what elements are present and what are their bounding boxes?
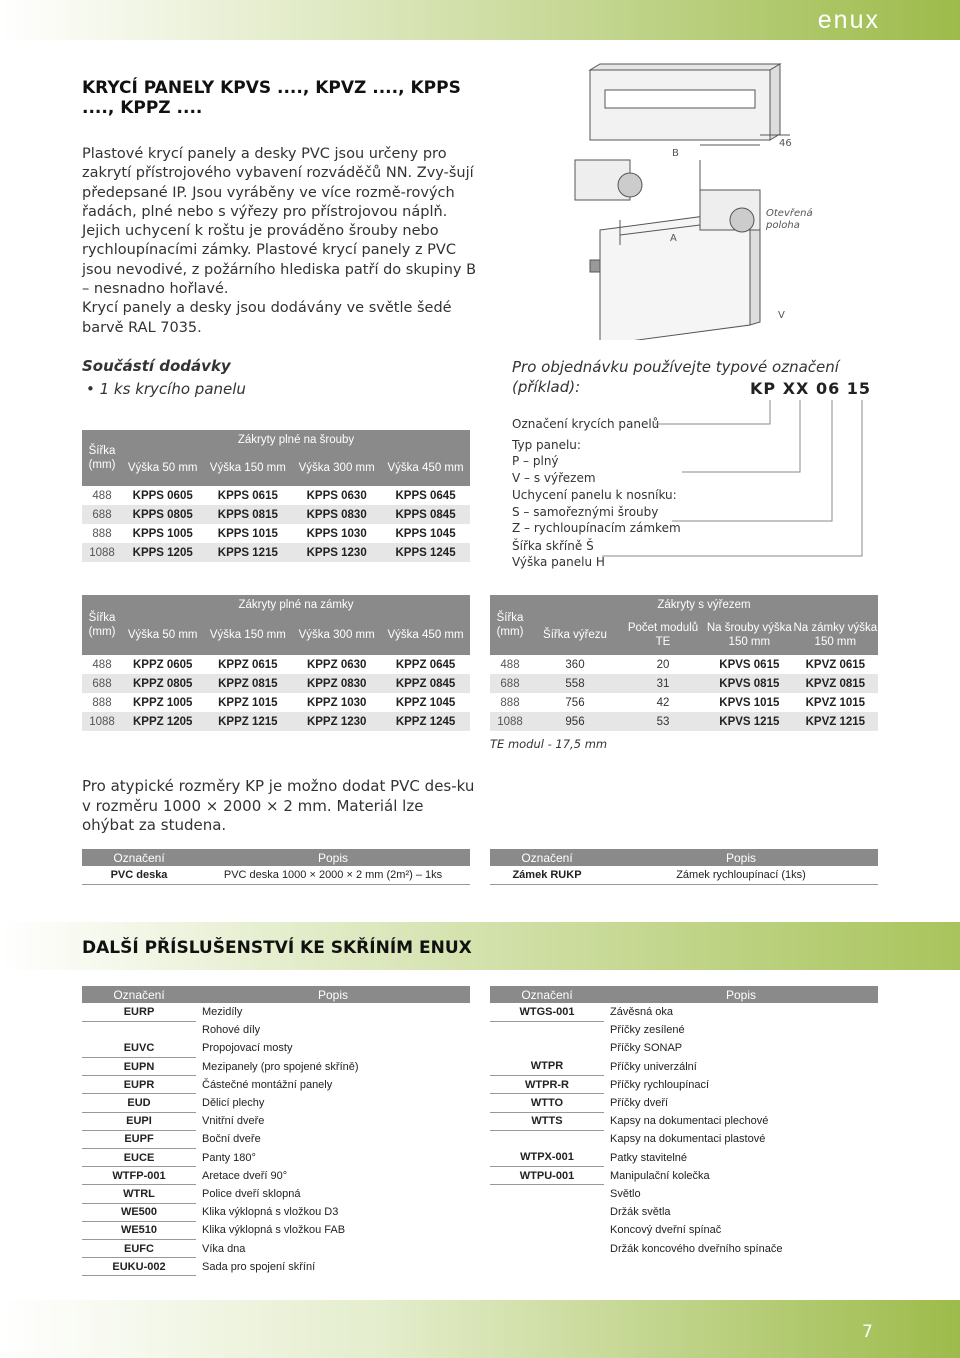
- table-lock: [490, 849, 878, 885]
- table-row: PVC deska PVC deska 1000 × 2000 × 2 mm (2m²) – 1ks: [82, 866, 470, 884]
- table-row: [490, 1094, 878, 1112]
- table-header: Popis: [604, 986, 878, 1003]
- accessory-description: Rohové díly: [202, 1024, 261, 1037]
- brand-logo: enux: [817, 6, 880, 34]
- accessory-code: EUPN: [82, 1058, 196, 1076]
- accessories-title: DALŠÍ PŘÍSLUŠENSTVÍ KE SKŘÍNÍM ENUX: [82, 938, 472, 958]
- accessory-code: WTPR-R: [490, 1076, 604, 1094]
- accessory-code: WTTO: [490, 1094, 604, 1112]
- accessory-description: Příčky SONAP: [610, 1042, 683, 1055]
- intro-paragraph-1: Plastové krycí panely a desky PVC jsou určeny pro zakrytí přístrojového vybavení rozváděčů NN. Zvy-šují předepsané IP. Jsou vyráběny ve více rozmě-rových řadách, plné nebo s výřezy pro přístrojovou náplň. Jejich uchycení k roštu je prováděno šrouby nebo rychloupínacími zámky. Plastové krycí panely z PVC jsou nevodivé, z požárního hlediska patří do skupiny B – nesnadno hořlavé.: [82, 146, 477, 298]
- legend-line: Šířka skříně Š: [512, 538, 594, 553]
- table-header: Výška 300 mm: [292, 615, 381, 655]
- accessory-description: Příčky zesílené: [610, 1024, 685, 1037]
- table-header: Označení: [490, 986, 604, 1003]
- accessory-description: Mezidíly: [202, 1006, 243, 1019]
- table-row: [82, 1039, 470, 1057]
- table-row: [82, 1167, 470, 1185]
- accessory-code: EUKU-002: [82, 1258, 196, 1276]
- table-row: 688 558 31 KPVS 0815 KPVZ 0815: [490, 674, 878, 693]
- accessory-code: EUFC: [82, 1239, 196, 1257]
- table-row: [490, 1058, 878, 1076]
- table-row: [82, 1076, 470, 1094]
- table-pvc: [82, 849, 470, 885]
- table-row: Zámek RUKP Zámek rychloupínací (1ks): [490, 866, 878, 884]
- accessory-description: Manipulační kolečka: [610, 1169, 710, 1182]
- accessory-description: Patky stavitelné: [610, 1151, 688, 1164]
- table-row: [490, 1112, 878, 1130]
- accessory-description: Panty 180°: [202, 1151, 256, 1164]
- table-header: Výška 150 mm: [203, 615, 292, 655]
- table-header: Výška 50 mm: [122, 450, 203, 486]
- accessory-code: WE500: [82, 1203, 196, 1221]
- pvc-text: Pro atypické rozměry KP je možno dodat PVC des-ku v rozměru 1000 × 2000 × 2 mm. Materiál lze ohýbat za studena.: [82, 777, 475, 834]
- order-heading: Pro objednávku používejte typové označení (příklad):: [512, 358, 839, 396]
- accessory-description: Závěsná oka: [610, 1006, 673, 1019]
- accessory-code: EUD: [82, 1094, 196, 1112]
- accessory-code: EUVC: [82, 1039, 196, 1057]
- table-header: Popis: [196, 986, 470, 1003]
- header-band: [0, 0, 960, 40]
- accessory-description: Vnitřní dveře: [202, 1115, 265, 1128]
- table-row: [82, 1203, 470, 1221]
- accessory-code: WTPR: [490, 1058, 604, 1076]
- accessory-description: Police dveří sklopná: [202, 1187, 301, 1200]
- accessory-code: EUPI: [82, 1112, 196, 1130]
- table-row: 488 KPPS 0605 KPPS 0615 KPPS 0630 KPPS 0645: [92, 489, 456, 502]
- accessory-description: Mezipanely (pro spojené skříně): [202, 1060, 359, 1073]
- accessory-code: [490, 1185, 604, 1203]
- table-row: [82, 1149, 470, 1167]
- accessory-code: EURP: [82, 1003, 196, 1021]
- legend-line: Uchycení panelu k nosníku:: [512, 488, 677, 502]
- legend-line: S – samořeznými šrouby: [512, 504, 659, 519]
- accessory-description: Klika výklopná s vložkou FAB: [202, 1224, 346, 1237]
- accessory-description: Propojovací mosty: [202, 1042, 293, 1055]
- table-group-header: Zákryty plné na šrouby: [122, 430, 470, 450]
- table-row: [82, 1185, 470, 1203]
- table-kpv: [490, 595, 878, 731]
- table-header: Popis: [604, 849, 878, 866]
- accessory-description: Kapsy na dokumentaci plechové: [610, 1115, 769, 1128]
- accessory-code: [490, 1239, 604, 1257]
- table-kpps: [82, 430, 470, 562]
- table-header: Výška 50 mm: [122, 615, 203, 655]
- legend-connectors: [600, 400, 870, 565]
- table-row: 688 KPPS 0805 KPPS 0815 KPPS 0830 KPPS 0845: [82, 505, 470, 524]
- figure-label-v: V: [778, 310, 785, 321]
- accessory-description: Příčky dveří: [610, 1097, 669, 1110]
- intro-text: [82, 145, 482, 338]
- accessory-description: Kapsy na dokumentaci plastové: [610, 1133, 766, 1146]
- table-row: [490, 1221, 878, 1239]
- footer-band: [0, 1300, 960, 1358]
- accessory-description: Držák koncového dveřního spínače: [610, 1242, 783, 1255]
- table-row: [490, 1167, 878, 1185]
- accessory-code: EUPF: [82, 1130, 196, 1148]
- accessory-description: Boční dveře: [202, 1133, 261, 1146]
- table-row: 888 KPPZ 1005 KPPZ 1015 KPPZ 1030 KPPZ 1045: [92, 696, 456, 709]
- accessory-code: EUPR: [82, 1076, 196, 1094]
- accessory-description: Sada pro spojení skříní: [202, 1260, 316, 1273]
- table-header: Na šrouby výška 150 mm: [706, 615, 793, 655]
- intro-paragraph-2: Krycí panely a desky jsou dodávány ve světle šedé barvě RAL 7035.: [82, 300, 452, 336]
- legend-line: Typ panelu:: [512, 437, 581, 452]
- page-number: 7: [862, 1322, 873, 1342]
- table-header: Na zámky výška 150 mm: [793, 615, 878, 655]
- accessory-description: Víka dna: [202, 1242, 246, 1255]
- accessory-description: Aretace dveří 90°: [202, 1169, 288, 1182]
- accessory-description: Příčky rychloupínací: [610, 1078, 710, 1091]
- accessory-code: [490, 1021, 604, 1039]
- table-row: [490, 1239, 878, 1257]
- table-row: [82, 1021, 470, 1039]
- legend-line: P – plný: [512, 454, 559, 468]
- figure-label-a: A: [670, 233, 677, 244]
- panel-figure: [560, 60, 920, 340]
- order-code: KP XX 06 15: [750, 379, 872, 398]
- figure-label-46: 46: [779, 138, 792, 149]
- table-row: 1088 KPPS 1205 KPPS 1215 KPPS 1230 KPPS 1245: [82, 543, 470, 562]
- table-header: Šířka (mm): [82, 595, 122, 655]
- table-header: Šířka (mm): [82, 430, 122, 486]
- legend-line: Z – rychloupínacím zámkem: [512, 521, 681, 535]
- accessory-code: WTRL: [82, 1185, 196, 1203]
- table-row: 688 KPPZ 0805 KPPZ 0815 KPPZ 0830 KPPZ 0845: [82, 674, 470, 693]
- accessory-description: Příčky univerzální: [610, 1060, 697, 1073]
- table-group-header: Zákryty s výřezem: [530, 595, 878, 615]
- page-title: KRYCÍ PANELY KPVS ...., KPVZ ...., KPPS ...., KPPZ ....: [82, 78, 461, 118]
- table-header: Šířka výřezu: [530, 615, 620, 655]
- table-header: Šířka (mm): [490, 595, 530, 655]
- accessory-code: [490, 1203, 604, 1221]
- table-row: [490, 1130, 878, 1148]
- table-header: Počet modulů TE: [620, 615, 706, 655]
- accessory-code: WTPU-001: [490, 1167, 604, 1185]
- table-row: 488 KPPZ 0605 KPPZ 0615 KPPZ 0630 KPPZ 0645: [92, 658, 456, 671]
- table-row: 1088 956 53 KPVS 1215 KPVZ 1215: [490, 712, 878, 731]
- table-kppz: [82, 595, 470, 731]
- accessory-description: Držák světla: [610, 1206, 671, 1219]
- supply-item: • 1 ks krycího panelu: [86, 380, 246, 398]
- figure-label-b: B: [672, 148, 679, 159]
- accessory-description: Částečné montážní panely: [202, 1078, 333, 1091]
- accessory-code: EUCE: [82, 1149, 196, 1167]
- table-row: [82, 1003, 470, 1021]
- table-accessories-left: [82, 986, 470, 1276]
- legend-line: Označení krycích panelů: [512, 417, 660, 431]
- table-row: [490, 1021, 878, 1039]
- table-row: [490, 1185, 878, 1203]
- accessory-code: WE510: [82, 1221, 196, 1239]
- accessory-code: WTTS: [490, 1112, 604, 1130]
- table-row: [490, 1203, 878, 1221]
- table-header: Výška 450 mm: [381, 450, 470, 486]
- legend-line: Výška panelu H: [512, 555, 605, 569]
- figure-label-open: Otevřená poloha: [766, 208, 813, 231]
- table-header: Výška 150 mm: [203, 450, 292, 486]
- te-note: TE modul - 17,5 mm: [490, 737, 608, 751]
- accessory-code: [490, 1039, 604, 1057]
- table-row: [82, 1058, 470, 1076]
- accessory-code: WTPX-001: [490, 1149, 604, 1167]
- table-row: 1088 KPPZ 1205 KPPZ 1215 KPPZ 1230 KPPZ 1245: [82, 712, 470, 731]
- table-row: [82, 1094, 470, 1112]
- legend-line: V – s výřezem: [512, 470, 596, 485]
- supply-heading: Součástí dodávky: [82, 357, 231, 375]
- accessory-description: Klika výklopná s vložkou D3: [202, 1206, 339, 1219]
- accessory-code: WTGS-001: [490, 1003, 604, 1021]
- table-header: Výška 450 mm: [381, 615, 470, 655]
- table-header: Popis: [196, 849, 470, 866]
- accessory-description: Dělicí plechy: [202, 1097, 265, 1110]
- table-row: [490, 1149, 878, 1167]
- table-accessories-right: [490, 986, 878, 1258]
- table-row: [82, 1221, 470, 1239]
- table-group-header: Zákryty plné na zámky: [122, 595, 470, 615]
- accessory-description: Světlo: [610, 1187, 641, 1200]
- table-header: Výška 300 mm: [292, 450, 381, 486]
- table-header: Označení: [82, 849, 196, 866]
- table-row: 488 360 20 KPVS 0615 KPVZ 0615: [500, 658, 866, 671]
- accessory-code: [82, 1021, 196, 1039]
- table-row: [82, 1258, 470, 1276]
- table-row: [82, 1112, 470, 1130]
- table-row: [490, 1003, 878, 1021]
- table-header: Označení: [82, 986, 196, 1003]
- table-header: Označení: [490, 849, 604, 866]
- accessory-code: WTFP-001: [82, 1167, 196, 1185]
- table-row: [82, 1130, 470, 1148]
- table-row: 888 KPPS 1005 KPPS 1015 KPPS 1030 KPPS 1045: [92, 527, 456, 540]
- accessory-code: [490, 1130, 604, 1148]
- accessory-code: [490, 1221, 604, 1239]
- accessory-description: Koncový dveřní spínač: [610, 1224, 722, 1237]
- table-row: [82, 1239, 470, 1257]
- table-row: [490, 1039, 878, 1057]
- table-row: 888 756 42 KPVS 1015 KPVZ 1015: [500, 696, 866, 709]
- table-row: [490, 1076, 878, 1094]
